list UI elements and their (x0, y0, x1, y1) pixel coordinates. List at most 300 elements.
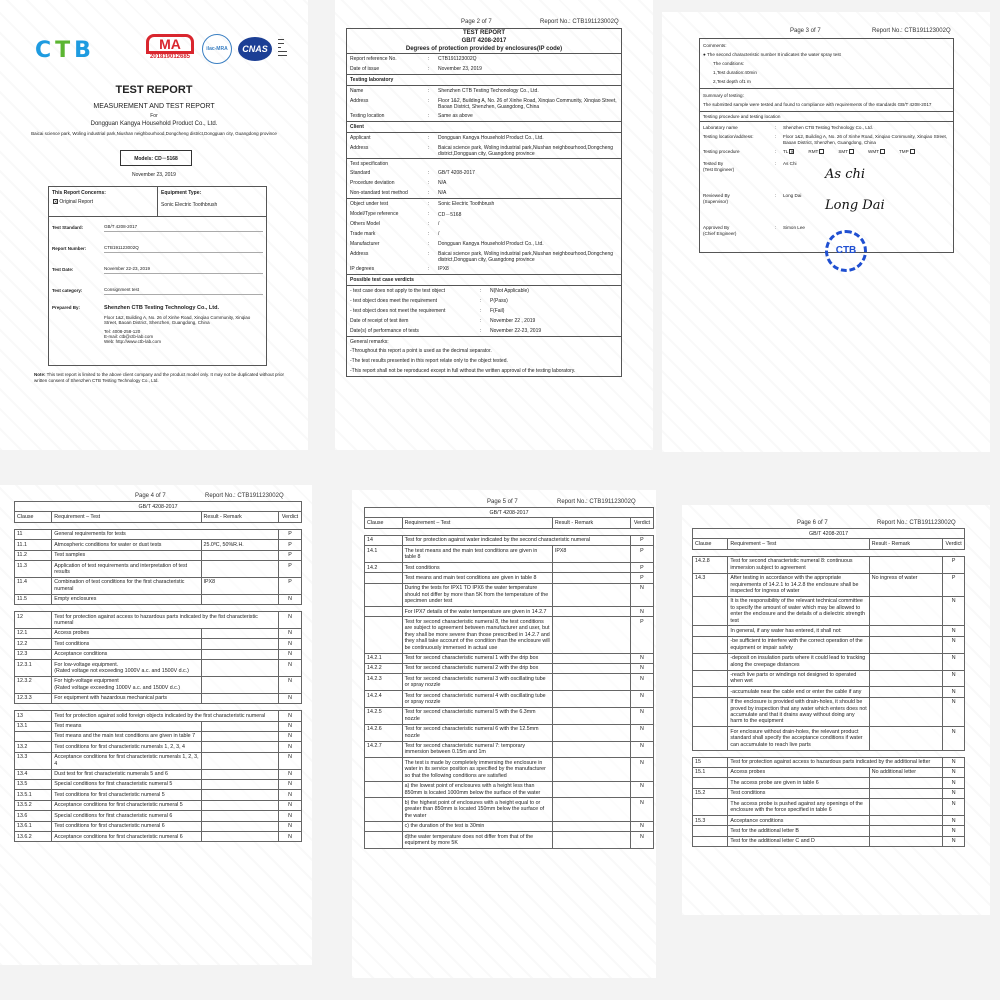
standard-row (15, 502, 302, 512)
verdict-cell: N (943, 626, 965, 636)
clause-cell (693, 727, 728, 750)
result-cell (869, 556, 942, 573)
requirement-cell: Test for second characteristic numeral 6 with the 12.5mm nozzle (402, 724, 552, 741)
signatory-name: As Chi (783, 161, 797, 166)
table-row (365, 674, 654, 691)
verdict-cell: N (630, 741, 653, 758)
table-row (15, 779, 302, 789)
verdict-cell: N (630, 674, 653, 691)
info-value: F(Fail) (490, 307, 505, 314)
table-header (364, 507, 654, 529)
separator: : (428, 134, 430, 141)
verdict-cell: N (630, 832, 653, 849)
result-cell (552, 653, 630, 663)
page-3 (662, 12, 990, 452)
info-row (347, 54, 621, 64)
clause-cell: 12.3 (15, 649, 52, 659)
requirement-cell: Test for protection against access to hazardous parts indicated by the fist characteristic numeral (52, 612, 279, 629)
requirement-cell: Combination of test conditions for the first characteristic numeral (52, 577, 201, 594)
field-label: Testing procedure (703, 149, 740, 154)
verdict-cell: N (943, 778, 965, 788)
result-cell (552, 607, 630, 617)
separator: : (428, 240, 430, 247)
procedure-name: SMT (838, 149, 849, 154)
table-row (693, 799, 965, 816)
requirement-cell: Test for the additional letter C and D (728, 836, 869, 846)
clause-cell (365, 617, 403, 653)
verdict-cell: N (630, 653, 653, 663)
note-label: Note: (34, 372, 46, 377)
info-value: November 23, 2019 (438, 65, 482, 72)
info-value: N/A (438, 189, 447, 196)
clause-cell (693, 697, 728, 727)
remark: -This report shall not be reproduced except in full without the written approval of the testing laboratory. (350, 367, 576, 374)
info-row (347, 64, 621, 74)
info-label: Testing location (350, 112, 385, 119)
column-header-req: Requirement – Test (52, 512, 201, 522)
info-row (347, 316, 621, 326)
result-cell (552, 832, 630, 849)
report-no-value: CTB191123002Q (904, 28, 951, 34)
table-standard: GB/T 4208-2017 (461, 38, 507, 44)
requirement-cell: The access probe are given in table 6 (728, 778, 869, 788)
table-row (365, 535, 654, 545)
separator: : (428, 189, 430, 196)
separator: : (428, 144, 430, 151)
role-subtitle: (Chief Engineer) (703, 231, 737, 236)
report-no-label: Report No.: (877, 520, 908, 526)
verdict-cell: N (943, 687, 965, 697)
verdict-cell: N (279, 693, 302, 703)
clause-cell: 14.2.7 (365, 741, 403, 758)
note-text: This test report is limited to the above client company and the product model only. It may not be duplicated without prior written consent of Shenzhen CTB Testing Technology Co., Ltd. (34, 372, 284, 383)
verdict-cell: P (943, 573, 965, 596)
requirement-cell: Test for second characteristic numeral 7: temporary immersion between 0.15m and 1m (402, 741, 552, 758)
field-value: November 22-23, 2019 (104, 266, 263, 274)
report-no (557, 499, 636, 505)
section-title: Test specification (347, 158, 621, 168)
verdict-cell: N (943, 767, 965, 777)
separator: : (428, 220, 430, 227)
verdict-cell: N (943, 757, 965, 767)
email: E-mail: ctb@ctb-lab.com (104, 334, 154, 339)
info-row (347, 239, 621, 249)
clause-cell: 14.2.6 (365, 724, 403, 741)
signatory-name: Simon Lee (783, 225, 805, 230)
info-label: Model/Type reference (350, 210, 399, 217)
info-value: Same as above (438, 112, 473, 119)
result-cell (201, 800, 278, 810)
equipment-label: Equipment Type: (161, 190, 202, 196)
clause-cell (365, 781, 403, 798)
report-no-label: Report No.: (557, 499, 588, 505)
table-row (365, 798, 654, 821)
comment: 1,Test duration:40min (713, 70, 757, 75)
result-cell (552, 674, 630, 691)
requirement-cell: For equipment with hazardous mechanical parts (52, 693, 201, 703)
separator: : (428, 87, 430, 94)
client-name: Dongguan Kangya Household Product Co., Ltd. (90, 121, 218, 127)
info-value: N(Not Applicable) (490, 287, 529, 294)
procedure-name: WMT (868, 149, 879, 154)
requirement-cell: The test is made by completely immersing the enclosure in water in its service position as specified by the manufacturer so that the following conditions are satisfied (402, 758, 552, 781)
requirement-cell: Access probes (728, 767, 869, 777)
prepared-address: Floor 1&2, Building A, No. 26 of Xinhe Road, Xinqiao Community, Xinqiao Street, Baoan District, Shenzhen, Guangdong, China (104, 315, 251, 325)
role-subtitle: (Test Engineer) (703, 167, 735, 172)
clause-cell (365, 832, 403, 849)
requirement-cell: It is the responsibility of the relevant technical committee to specify the amount of water which may be allowed to enter the enclosure and the details of a dielectric strength test (728, 596, 869, 626)
result-cell (552, 617, 630, 653)
procedure-option-wmt[interactable] (868, 149, 885, 155)
procedure-name: TMP (899, 149, 909, 154)
verdict-cell: P (279, 561, 302, 578)
for-label: For (150, 113, 158, 119)
table-row (693, 836, 965, 846)
table-header (14, 501, 302, 523)
clause-cell: 15.2 (693, 788, 728, 798)
separator: : (428, 179, 430, 186)
result-cell (552, 663, 630, 673)
result-cell (552, 583, 630, 606)
field-label: Test category: (52, 288, 83, 293)
verdict-cell: N (279, 790, 302, 800)
standard-row (365, 508, 654, 518)
clause-cell: 14.2.5 (365, 707, 403, 724)
separator: : (775, 193, 777, 198)
result-cell (552, 821, 630, 831)
result-cell (869, 836, 942, 846)
info-label: Report reference No. (350, 55, 397, 62)
table-row (365, 832, 654, 849)
result-cell (201, 721, 278, 731)
page-4 (0, 485, 312, 965)
verdict-cell: N (630, 781, 653, 798)
column-header-verdict: Verdict (279, 512, 302, 522)
result-cell (201, 811, 278, 821)
column-header-clause: Clause (693, 539, 728, 549)
column-header-req: Requirement – Test (402, 518, 552, 528)
clause-cell (15, 731, 52, 741)
result-cell (869, 778, 942, 788)
result-cell (201, 639, 278, 649)
requirement-cell: For enclosure without drain-holes, the relevant product standard shall specify the acceptance conditions if water can accumulate to reach live parts (728, 727, 869, 750)
verdict-cell: N (279, 769, 302, 779)
info-label: Object under test (350, 200, 389, 207)
summary-section (700, 89, 953, 112)
table-row (15, 752, 302, 769)
table-row (693, 767, 965, 777)
result-cell (201, 731, 278, 741)
field-label: Report Number: (52, 246, 87, 251)
clause-cell: 14.2.1 (365, 653, 403, 663)
requirement-cell: Test for second characteristic numeral 1 with the drip box (402, 653, 552, 663)
page-number: Page 2 of 7 (461, 19, 492, 25)
info-label: - test object does not meet the requirement (350, 307, 446, 314)
info-label: Applicant (350, 134, 371, 141)
result-cell (552, 573, 630, 583)
verdict-cell: N (279, 612, 302, 629)
column-header-verdict: Verdict (943, 539, 965, 549)
checkbox-icon (849, 149, 854, 154)
verdict-cell: N (279, 742, 302, 752)
verdict-cell: N (630, 798, 653, 821)
table-row (693, 626, 965, 636)
clause-cell: 12.3.1 (15, 660, 52, 677)
table-row (365, 781, 654, 798)
table-row (15, 711, 302, 721)
table-row (693, 573, 965, 596)
verdict-cell: P (943, 556, 965, 573)
verdict-cell: N (630, 607, 653, 617)
verdict-cell: N (279, 832, 302, 842)
clause-cell: 12.3.2 (15, 676, 52, 693)
result-cell (201, 628, 278, 638)
table-row (15, 832, 302, 842)
clause-cell: 13.6.1 (15, 821, 52, 831)
requirement-cell: -reach live parts or windings not designed to operated when wet (728, 670, 869, 687)
procedure-option-rmt[interactable] (808, 149, 824, 155)
result-cell (869, 687, 942, 697)
remark: -Throughout this report a point is used as the decimal separator. (350, 347, 492, 354)
result-cell (869, 727, 942, 750)
clause-cell: 14.2.2 (365, 663, 403, 673)
signatory-role (703, 161, 775, 187)
result-cell (552, 563, 630, 573)
result-cell (869, 799, 942, 816)
web: Web: http://www.ctb-lab.com (104, 339, 161, 344)
info-value: Baicai science park, Woling industrial park,Niushan neighbourhood,Dongcheng district,Dongguan city, Guangdong province (438, 144, 614, 157)
procedure-option-smt[interactable] (838, 149, 854, 155)
table-row (365, 724, 654, 741)
info-value: Floor 1&2, Building A, No. 26 of Xinhe Road, Xinqiao Community, Xinqiao Street, Baoan District, Shenzhen, Guangdong, China (438, 97, 617, 110)
header-row (15, 512, 302, 522)
page-2 (335, 0, 653, 450)
column-header-result: Result - Remark (552, 518, 630, 528)
field-row (49, 259, 266, 280)
requirement-cell: Special conditions for first characteristic numeral 5 (52, 779, 201, 789)
role-title: Tested By (703, 161, 724, 166)
requirement-cell: The access probe is pushed against any openings of the enclosure with the force specified in table 6 (728, 799, 869, 816)
column-header-result: Result - Remark (201, 512, 278, 522)
cma-number: 201819012685 (149, 54, 191, 60)
table-row (15, 649, 302, 659)
requirement-cell: Test conditions for first characteristic numeral 6 (52, 821, 201, 831)
requirement-cell: b) the highest point of enclosures with a height equal to or greater than 850mm is located 150mm below the surface of the water (402, 798, 552, 821)
field-row (49, 280, 266, 301)
separator: : (428, 97, 430, 104)
summary-title: Summary of testing: (703, 93, 744, 98)
clause-cell: 12 (15, 612, 52, 629)
verdict-cell: N (943, 816, 965, 826)
requirement-cell: For high-voltage equipment (Rated voltage exceeding 1000V a.c. and 1500V d.c.) (52, 676, 201, 693)
clause-table (14, 710, 302, 842)
clause-cell: 12.2 (15, 639, 52, 649)
info-label: Manufacturer (350, 240, 380, 247)
requirement-cell: Acceptance conditions for first characteristic numerals 1, 2, 3, 4 (52, 752, 201, 769)
checkbox-checked-icon: ✕ (54, 199, 58, 205)
requirement-cell: During the tests for IPX1 TO IPX6 the water temperature should not differ by more than 5K from the temperature of the specimen under test (402, 583, 552, 606)
verdict-cell: N (630, 663, 653, 673)
procedure-option-tl[interactable] (783, 149, 794, 155)
clause-cell (693, 596, 728, 626)
table-row (15, 561, 302, 578)
report-no-value: CTB191123002Q (909, 520, 956, 526)
section-title: Client (347, 121, 621, 133)
column-header-clause: Clause (15, 512, 52, 522)
report-no-label: Report No.: (872, 28, 903, 34)
checkbox-icon (880, 149, 885, 154)
info-value: / (438, 220, 440, 227)
clause-cell: 11.4 (15, 577, 52, 594)
requirement-cell: -accumulate near the cable end or enter the cable if any (728, 687, 869, 697)
field-label: Laboratory name (703, 125, 738, 130)
cover-page (0, 0, 308, 450)
verdict-cell: N (943, 727, 965, 750)
clause-cell: 13.1 (15, 721, 52, 731)
info-row (347, 86, 621, 96)
header-row (693, 539, 965, 549)
table-row (15, 721, 302, 731)
info-value: November 22 , 2019 (490, 317, 536, 324)
clause-cell: 13 (15, 711, 52, 721)
report-no (872, 28, 951, 34)
verdict-cell: N (279, 676, 302, 693)
standard-cell: GB/T 4208-2017 (693, 529, 965, 539)
verdict-cell: N (943, 697, 965, 727)
clause-cell: 13.6 (15, 811, 52, 821)
table-row (693, 727, 965, 750)
section-title: Testing laboratory (347, 74, 621, 86)
verdict-cell: N (279, 628, 302, 638)
table-row (15, 742, 302, 752)
page-6 (682, 505, 990, 915)
signatory-role (703, 225, 775, 251)
verdict-cell: N (630, 583, 653, 606)
report-no (540, 19, 619, 25)
field-value: GB/T 4208-2017 (104, 224, 263, 232)
result-cell (201, 821, 278, 831)
info-row (347, 306, 621, 316)
verdict-cell: P (279, 577, 302, 594)
info-value: / (438, 230, 440, 237)
models-box: Models: CD－5168 (120, 150, 192, 166)
clause-table (14, 529, 302, 605)
result-cell (869, 816, 942, 826)
separator: : (480, 317, 482, 324)
report-no-label: Report No.: (540, 19, 571, 25)
separator: : (775, 225, 777, 230)
requirement-cell: Test for second characteristic numeral 8, the test conditions are subject to agreement between manufacturer and user, but they shall be more severe than those prescribed in 14.2.7 and they shall take account of the condition than the enclosure will be continuously immersed in actual use (402, 617, 552, 653)
clause-cell: 13.5.2 (15, 800, 52, 810)
requirement-cell: Test for second characteristic numeral 4 with oscillating tube or spray nozzle (402, 691, 552, 708)
verdict-cell: N (279, 711, 302, 721)
info-label: Address (350, 250, 369, 257)
requirement-cell: Acceptance conditions for first characteristic numeral 5 (52, 800, 201, 810)
page-number: Page 3 of 7 (790, 28, 821, 34)
table-row (15, 769, 302, 779)
info-row (347, 168, 621, 178)
info-row (347, 133, 621, 143)
table-row (365, 653, 654, 663)
clause-cell: 11.5 (15, 594, 52, 604)
separator: : (428, 265, 430, 272)
result-cell: IPX8 (201, 577, 278, 594)
comment: 2,Test depth of1 m (713, 79, 751, 84)
table-row (15, 612, 302, 629)
table-row (693, 636, 965, 653)
verdict-cell: P (630, 573, 653, 583)
result-cell (201, 649, 278, 659)
clause-cell (693, 626, 728, 636)
verdict-cell: N (630, 724, 653, 741)
verdict-cell: N (943, 636, 965, 653)
table-row (15, 639, 302, 649)
requirement-cell: Acceptance conditions for first characteristic numeral 6 (52, 832, 201, 842)
result-cell (201, 693, 278, 703)
info-label: Address (350, 97, 369, 104)
verdict-cell: N (943, 596, 965, 626)
info-label: Procedure deviation (350, 179, 395, 186)
result-cell (869, 596, 942, 626)
standard-cell: GB/T 4208-2017 (365, 508, 654, 518)
client-address: Baicai science park, Woling industrial park,Niushan neighbourhood,Dongcheng district,Dongguan city, Guangdong province (31, 131, 277, 136)
checkbox-icon (910, 149, 915, 154)
result-cell (552, 691, 630, 708)
role-title: Approved By (703, 225, 730, 230)
requirement-cell: Test for second characteristic numeral 2 with the drip box (402, 663, 552, 673)
info-value: Dongguan Kangya Household Product Co., Ltd. (438, 240, 544, 247)
info-row (347, 264, 621, 274)
requirement-cell: The test means and the main test conditions are given in table 8 (402, 546, 552, 563)
clause-cell (365, 758, 403, 781)
procedure-title: Testing procedure and testing location (700, 112, 953, 122)
info-value: IPX8 (438, 265, 449, 272)
table-row (15, 550, 302, 560)
info-label: - test object does meet the requirement (350, 297, 437, 304)
requirement-cell: Dust test for first characteristic numerals 5 and 6 (52, 769, 201, 779)
clause-cell (365, 573, 403, 583)
location-row: Testing location/address: : Floor 1&2, Building A, No. 26 of Xinhe Road, Xinqiao Community, Xinqiao Street, Baoan District, Shenzhen, Guangdong, China (703, 134, 950, 146)
requirement-cell: Test means (52, 721, 201, 731)
report-no-value: CTB191123002Q (237, 493, 284, 499)
verdict-cell: P (630, 617, 653, 653)
signatory-role (703, 193, 775, 219)
info-label: Date of receipt of test item (350, 317, 409, 324)
separator: : (428, 65, 430, 72)
clause-cell (693, 826, 728, 836)
verdict-cell: N (279, 731, 302, 741)
result-cell (552, 724, 630, 741)
clause-tables (14, 501, 302, 848)
clause-cell: 13.5 (15, 779, 52, 789)
table-row (365, 607, 654, 617)
result-cell (869, 653, 942, 670)
verdict-cell: N (943, 836, 965, 846)
table-row (15, 660, 302, 677)
procedure-option-tmp[interactable] (899, 149, 915, 155)
page-number: Page 5 of 7 (487, 499, 518, 505)
concerns-value: Original Report (59, 199, 94, 205)
page-number: Page 4 of 7 (135, 493, 166, 499)
result-cell: IPX8 (552, 546, 630, 563)
page-number: Page 6 of 7 (797, 520, 828, 526)
clause-cell (365, 607, 403, 617)
requirement-cell: Test for second characteristic numeral 3 with oscillating tube or spray nozzle (402, 674, 552, 691)
ilac-mra-logo: ilac-MRA (202, 34, 232, 64)
verdict-cell: N (279, 811, 302, 821)
info-value: Shenzhen CTB Testing Techonology Co., Ltd. (438, 87, 539, 94)
clause-cell: 11 (15, 529, 52, 539)
